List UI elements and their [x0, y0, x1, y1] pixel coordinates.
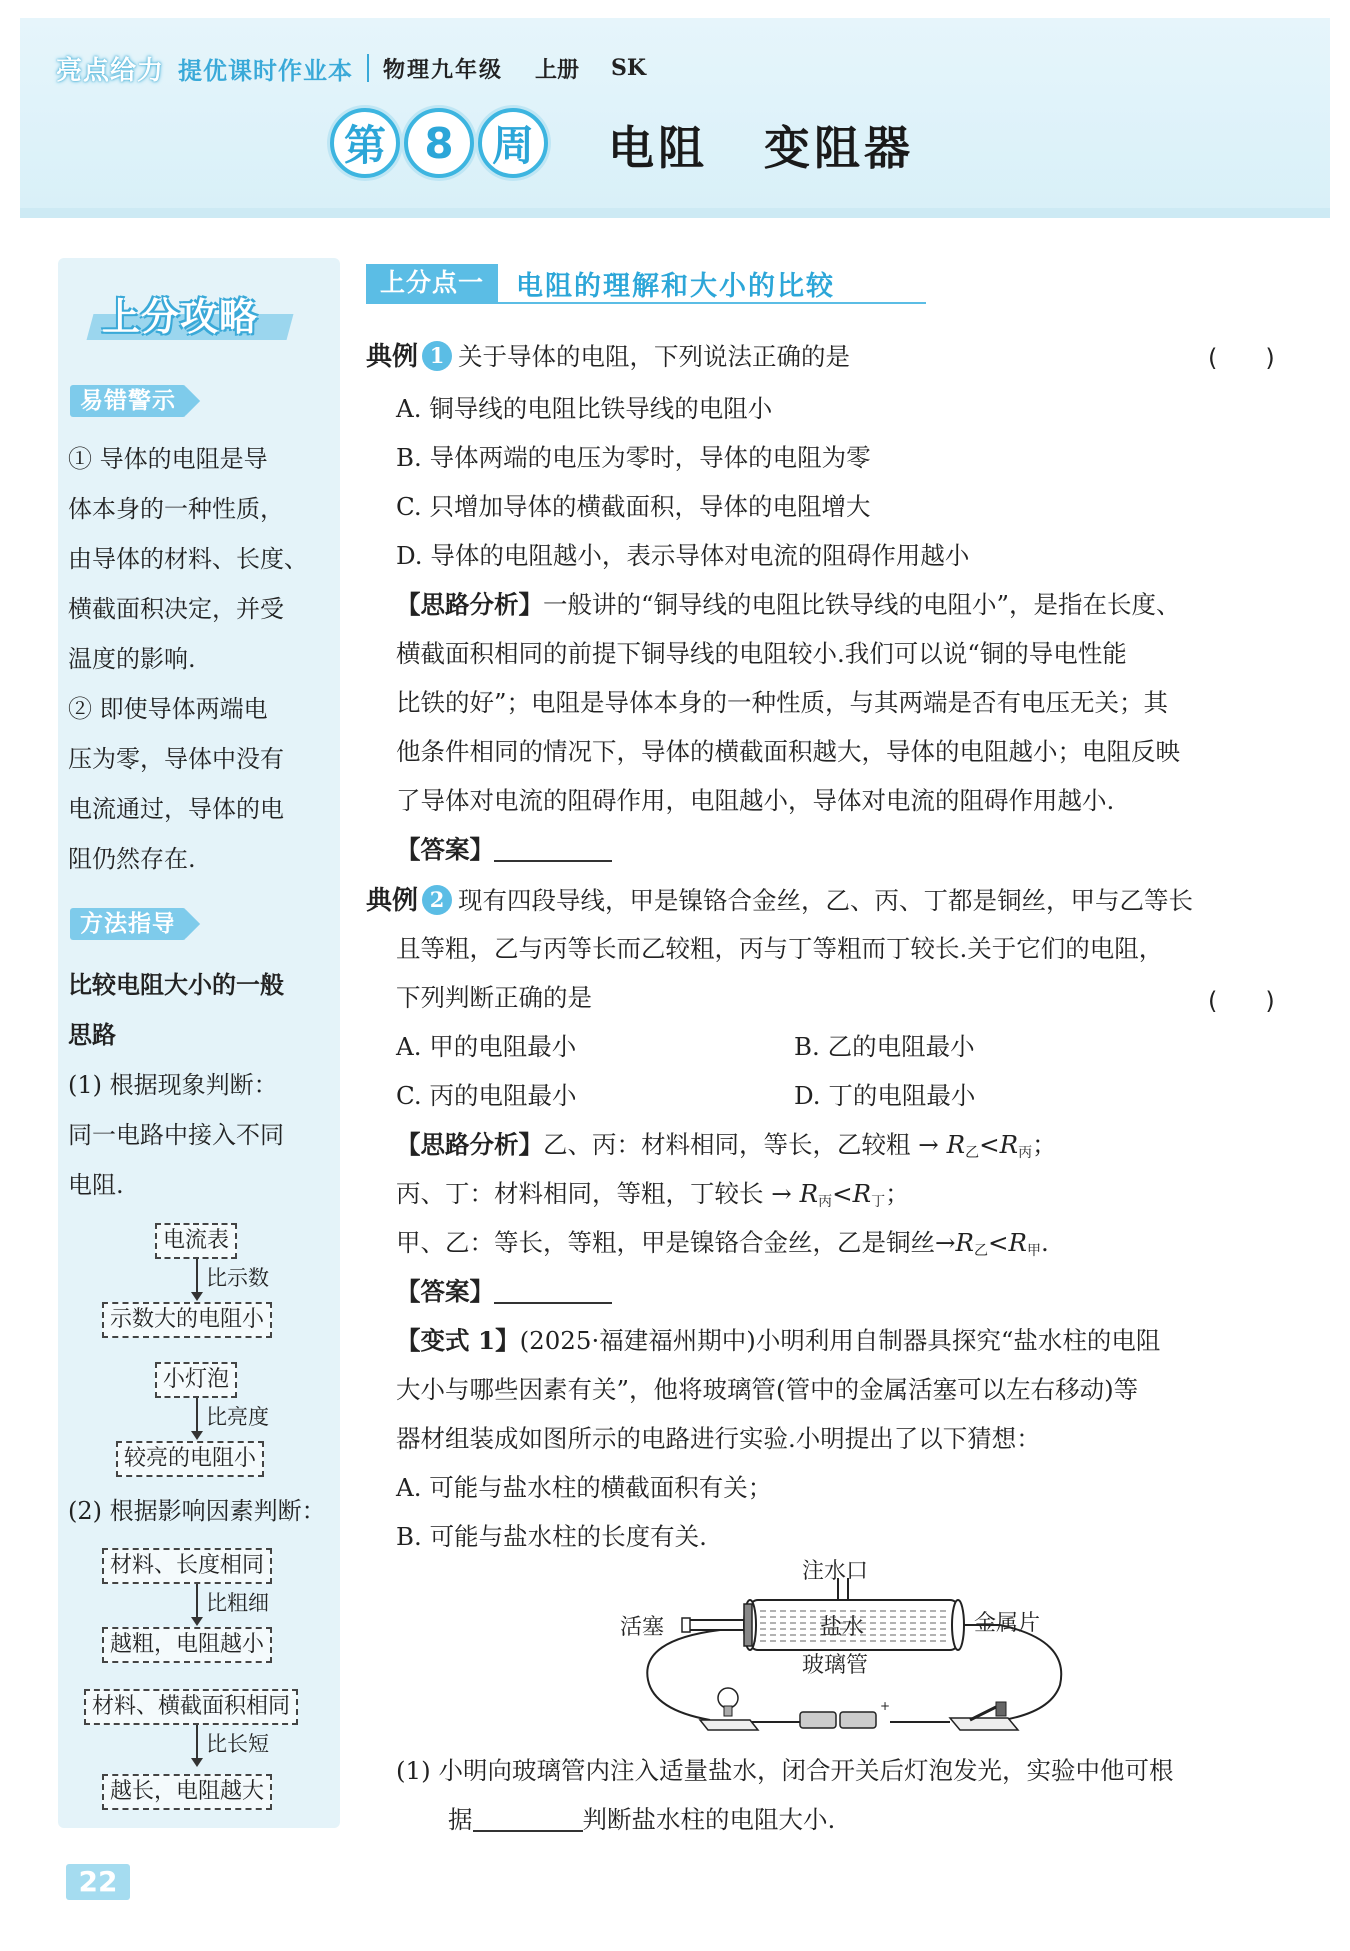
wire	[647, 1630, 720, 1720]
light-bulb	[700, 1688, 758, 1730]
flow2-bottom: 较亮的电阻小	[116, 1441, 264, 1477]
page-title	[608, 112, 970, 178]
flow2-top: 小灯泡	[155, 1362, 237, 1398]
analysis-line: 横截面积相同的前提下铜导线的电阻较小.我们可以说“铜的导电性能	[396, 639, 1127, 668]
warning-line: 温度的影响.	[68, 645, 196, 673]
page-number: 22	[66, 1864, 130, 1900]
topic-rheostat: 变阻器	[764, 121, 914, 175]
warning-line: 压为零，导体中没有	[68, 745, 284, 773]
answer-blank[interactable]	[494, 1278, 612, 1304]
section-title: 电阻的理解和大小的比较	[516, 270, 836, 302]
option-c: C. 只增加导体的横截面积，导体的电阻增大	[396, 492, 871, 521]
badge-text: 上分攻略	[102, 295, 259, 339]
resistance-symbol: R	[999, 1130, 1019, 1159]
method-title-line: 思路	[68, 1021, 116, 1049]
analysis-text: 乙、丙：材料相同，等长，乙较粗 →	[543, 1130, 939, 1159]
warning-line: 横截面积决定，并受	[68, 595, 284, 623]
brand-divider	[367, 54, 369, 82]
week-char-1: 第	[330, 108, 400, 178]
variant-line	[396, 1322, 1160, 1357]
answer-paren: ( )	[1208, 344, 1275, 372]
warning-text	[68, 434, 330, 884]
less-than: <	[987, 1228, 1009, 1257]
section-underline	[366, 302, 926, 304]
resistance-symbol: R	[1008, 1228, 1027, 1257]
variant-text: (2025·福建福州期中)小明利用自制器具探究“盐水柱的电阻	[519, 1326, 1161, 1355]
line-end: ；	[885, 1179, 910, 1208]
analysis-line	[396, 586, 1181, 621]
less-than: <	[832, 1179, 853, 1208]
step1-line: (1) 根据现象判断：	[68, 1071, 278, 1099]
flow1-bottom: 示数大的电阻小	[102, 1302, 272, 1338]
flow4-arrow	[196, 1725, 198, 1759]
flow1-arrow-label: 比示数	[206, 1266, 269, 1290]
piston	[744, 1604, 752, 1646]
label-metal-sheet: 金属片	[974, 1611, 1041, 1636]
week-char-2: 周	[478, 108, 548, 178]
warning-line: 电流通过，导体的电	[68, 795, 284, 823]
answer-label: 【答案】	[396, 1277, 494, 1306]
subject-grade: 物理九年级	[383, 56, 504, 83]
option-c: C. 丙的电阻最小	[396, 1081, 577, 1110]
example2-question-line: 下列判断正确的是	[396, 983, 592, 1012]
warning-line: 阻仍然存在.	[68, 845, 196, 873]
answer-paren: ( )	[1208, 987, 1275, 1015]
resistance-symbol: R	[955, 1228, 974, 1257]
strategy-badge	[66, 286, 290, 342]
subscript: 甲	[1026, 1243, 1041, 1259]
analysis-line: 他条件相同的情况下，导体的横截面积越大，导体的电阻越小；电阻反映	[396, 737, 1180, 766]
week-number: 8	[404, 108, 474, 178]
analysis-text: 丙、丁：材料相同，等粗，丁较长 →	[396, 1179, 792, 1208]
label-glass-tube: 玻璃管	[802, 1653, 869, 1678]
answer-line	[396, 831, 612, 866]
label-inlet: 注水口	[802, 1559, 869, 1584]
flow1-arrow	[196, 1259, 198, 1293]
step1-line: 同一电路中接入不同	[68, 1121, 284, 1149]
brand-logo: 亮点给力	[56, 55, 165, 86]
example-label: 典例	[366, 342, 419, 372]
variant-line: 器材组装成如图所示的电路进行实验.小明提出了以下猜想：	[396, 1424, 1041, 1453]
analysis-line: 比铁的好”；电阻是导体本身的一种性质，与其两端是否有电压无关；其	[396, 688, 1169, 717]
resistance-symbol: R	[852, 1179, 872, 1208]
warning-line: ② 即使导体两端电	[68, 695, 268, 723]
example2-question-line: 且等粗，乙与丙等长而乙较粗，丙与丁等粗而丁较长.关于它们的电阻，	[396, 934, 1164, 963]
option-d: D. 导体的电阻越小，表示导体对电流的阻碍作用越小	[396, 541, 970, 570]
flow2-arrow-label: 比亮度	[206, 1405, 269, 1429]
answer-blank[interactable]	[494, 836, 612, 862]
flow3-arrow	[196, 1584, 198, 1618]
option-a: A. 甲的电阻最小	[396, 1032, 577, 1061]
line-end: ；	[1032, 1130, 1057, 1159]
analysis-line: 了导体对电流的阻碍作用，电阻越小，导体对电流的阻碍作用越小.	[396, 786, 1115, 815]
analysis-label: 【思路分析】	[396, 1130, 543, 1159]
option-d: D. 丁的电阻最小	[794, 1081, 976, 1110]
flow4-top: 材料、横截面积相同	[84, 1689, 298, 1725]
warning-line: 体本身的一种性质，	[68, 495, 284, 523]
step1-line: 电阻.	[68, 1171, 124, 1199]
example-number-badge: 1	[422, 341, 452, 371]
example-label: 典例	[366, 886, 419, 916]
option-b: B. 乙的电阻最小	[794, 1032, 975, 1061]
subscript: 丙	[818, 1194, 833, 1210]
question-1-line: (1) 小明向玻璃管内注入适量盐水，闭合开关后灯泡发光，实验中他可根	[396, 1756, 1174, 1785]
warning-tag: 易错警示	[70, 385, 186, 417]
analysis-text: 一般讲的“铜导线的电阻比铁导线的电阻小”，是指在长度、	[543, 590, 1181, 619]
week-indicator	[330, 108, 552, 178]
option-a: A. 铜导线的电阻比铁导线的电阻小	[396, 394, 773, 423]
example1-question-text: 关于导体的电阻，下列说法正确的是	[458, 342, 851, 371]
resistance-symbol: R	[946, 1130, 966, 1159]
battery	[800, 1699, 890, 1728]
brand-bar	[56, 48, 646, 88]
label-salt-water: 盐水	[820, 1615, 865, 1640]
section-label: 上分点一	[366, 264, 498, 302]
edition: SK	[611, 55, 647, 81]
example-number-badge: 2	[422, 885, 452, 915]
answer-label: 【答案】	[396, 835, 494, 864]
subscript: 乙	[965, 1145, 980, 1161]
analysis-line	[396, 1175, 910, 1211]
flow4-bottom: 越长，电阻越大	[102, 1774, 272, 1810]
example1-question	[366, 336, 850, 373]
method-tag: 方法指导	[70, 908, 186, 940]
line-end: .	[1040, 1228, 1049, 1257]
fill-blank[interactable]	[473, 1806, 583, 1832]
series-name: 提优课时作业本	[178, 56, 354, 85]
analysis-line	[396, 1224, 1049, 1260]
warning-line: ① 导体的电阻是导	[68, 445, 268, 473]
q1-pre: 据	[448, 1805, 473, 1834]
svg-text:+: +	[880, 1699, 891, 1713]
flow1-top: 电流表	[155, 1223, 237, 1259]
analysis-text: 甲、乙：等长，等粗，甲是镍铬合金丝，乙是铜丝→	[396, 1228, 956, 1257]
flow3-arrow-label: 比粗细	[206, 1591, 269, 1615]
subscript: 乙	[973, 1243, 988, 1259]
warning-line: 由导体的材料、长度、	[68, 545, 308, 573]
guess-a: A. 可能与盐水柱的横截面积有关；	[396, 1473, 773, 1502]
answer-line	[396, 1273, 612, 1308]
circuit-diagram	[620, 1559, 1090, 1740]
q1-post: 判断盐水柱的电阻大小.	[582, 1805, 836, 1834]
variant-label: 【变式 1】	[396, 1326, 520, 1355]
flow4-arrow-label: 比长短	[206, 1732, 269, 1756]
label-piston: 活塞	[620, 1615, 665, 1640]
guess-b: B. 可能与盐水柱的长度有关.	[396, 1522, 707, 1551]
flow3-bottom: 越粗，电阻越小	[102, 1627, 272, 1663]
volume: 上册	[535, 56, 580, 83]
variant-line: 大小与哪些因素有关”，他将玻璃管(管中的金属活塞可以左右移动)等	[396, 1375, 1139, 1404]
example2-question	[366, 880, 1193, 917]
method-title	[68, 960, 330, 1060]
step1-text	[68, 1060, 330, 1210]
example2-question-text: 现有四段导线，甲是镍铬合金丝，乙、丙、丁都是铜丝，甲与乙等长	[458, 886, 1194, 915]
resistance-symbol: R	[799, 1179, 819, 1208]
analysis-line	[396, 1126, 1057, 1162]
step2-text: (2) 根据影响因素判断：	[68, 1497, 326, 1525]
subscript: 丁	[871, 1194, 886, 1210]
section-header	[366, 262, 835, 304]
method-title-line: 比较电阻大小的一般	[68, 971, 284, 999]
flow3-top: 材料、长度相同	[102, 1548, 272, 1584]
option-b: B. 导体两端的电压为零时，导体的电阻为零	[396, 443, 871, 472]
flow2-arrow	[196, 1398, 198, 1432]
question-1-line	[448, 1801, 835, 1836]
analysis-label: 【思路分析】	[396, 590, 543, 619]
switch	[950, 1702, 1018, 1730]
less-than: <	[979, 1130, 1000, 1159]
topic-resistance: 电阻	[608, 121, 708, 175]
subscript: 丙	[1018, 1145, 1033, 1161]
